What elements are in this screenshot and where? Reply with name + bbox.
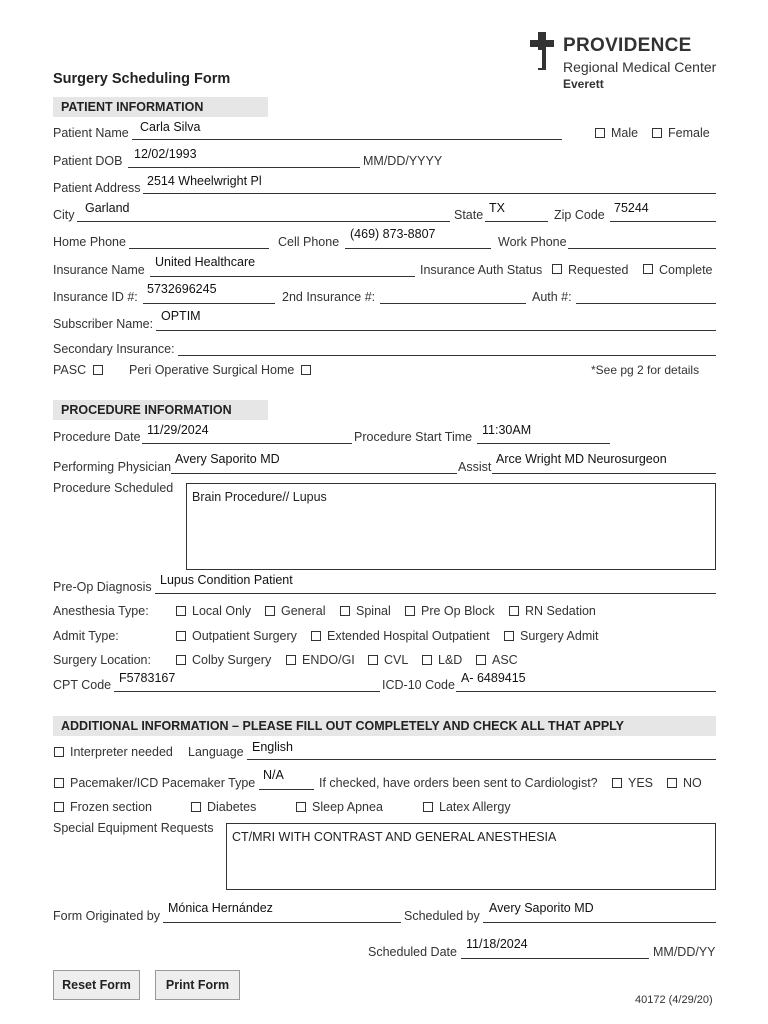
- diabetes-label: Diabetes: [207, 800, 257, 814]
- procedure-date-field[interactable]: [142, 443, 352, 444]
- location-colby-checkbox[interactable]: [176, 655, 186, 665]
- assist-field[interactable]: [492, 473, 716, 474]
- work-phone-field[interactable]: [568, 248, 716, 249]
- scheduled-by-field[interactable]: [483, 922, 716, 923]
- anesthesia-general-checkbox[interactable]: [265, 606, 275, 616]
- latex-allergy-checkbox[interactable]: [423, 802, 433, 812]
- auth-status-label: Insurance Auth Status: [420, 263, 543, 277]
- patient-address-field[interactable]: [143, 193, 716, 194]
- admit-surgery-admit-checkbox[interactable]: [504, 631, 514, 641]
- location-cvl-checkbox[interactable]: [368, 655, 378, 665]
- auth-number-label: Auth #:: [532, 290, 572, 304]
- procedure-start-label: Procedure Start Time: [354, 430, 473, 444]
- language-label: Language: [188, 745, 244, 759]
- insurance-id-value: 5732696245: [147, 282, 217, 296]
- home-phone-label: Home Phone: [53, 235, 126, 249]
- peri-operative-label: Peri Operative Surgical Home: [129, 363, 295, 377]
- patient-dob-label: Patient DOB: [53, 154, 123, 168]
- insurance-id-field[interactable]: [143, 303, 275, 304]
- subscriber-value: OPTIM: [161, 309, 201, 323]
- home-phone-field[interactable]: [129, 248, 269, 249]
- requested-label: Requested: [568, 263, 629, 277]
- location-ld-checkbox[interactable]: [422, 655, 432, 665]
- diabetes-checkbox[interactable]: [191, 802, 201, 812]
- icd-code-value: A- 6489415: [461, 671, 526, 685]
- preop-diagnosis-value: Lupus Condition Patient: [160, 573, 293, 587]
- anesthesia-label: Anesthesia Type:: [53, 604, 149, 618]
- location-ld-label: L&D: [438, 653, 463, 667]
- male-checkbox[interactable]: [595, 128, 605, 138]
- cross-icon: [528, 32, 556, 70]
- pacemaker-label: Pacemaker/ICD Pacemaker Type: [70, 776, 256, 790]
- logo-name: PROVIDENCE: [563, 35, 692, 56]
- anesthesia-local-label: Local Only: [192, 604, 252, 618]
- admit-outpatient-label: Outpatient Surgery: [192, 629, 297, 643]
- location-cvl-label: CVL: [384, 653, 409, 667]
- zip-field[interactable]: [610, 221, 716, 222]
- physician-label: Performing Physician: [53, 460, 172, 474]
- print-form-button[interactable]: Print Form: [155, 970, 240, 1000]
- city-field[interactable]: [77, 221, 450, 222]
- interpreter-checkbox[interactable]: [54, 747, 64, 757]
- cardiologist-yes-checkbox[interactable]: [612, 778, 622, 788]
- assist-label: Assist: [458, 460, 492, 474]
- cardiologist-question: If checked, have orders been sent to Cardiologist?: [319, 776, 598, 790]
- latex-allergy-label: Latex Allergy: [439, 800, 511, 814]
- patient-name-field[interactable]: [132, 139, 562, 140]
- work-phone-label: Work Phone: [498, 235, 567, 249]
- female-checkbox[interactable]: [652, 128, 662, 138]
- interpreter-label: Interpreter needed: [70, 745, 173, 759]
- insurance-id-label: Insurance ID #:: [53, 290, 138, 304]
- section-procedure-info: PROCEDURE INFORMATION: [53, 400, 268, 420]
- city-label: City: [53, 208, 75, 222]
- procedure-scheduled-textarea[interactable]: [186, 483, 716, 570]
- logo-subtitle: Regional Medical Center: [563, 59, 717, 75]
- insurance-name-label: Insurance Name: [53, 263, 145, 277]
- sleep-apnea-checkbox[interactable]: [296, 802, 306, 812]
- icd-code-field[interactable]: [456, 691, 716, 692]
- complete-label: Complete: [659, 263, 713, 277]
- insurance-name-value: United Healthcare: [155, 255, 256, 269]
- logo-city: Everett: [563, 77, 604, 91]
- auth-number-field[interactable]: [576, 303, 716, 304]
- pacemaker-type-value: N/A: [263, 768, 284, 782]
- providence-logo: [528, 32, 728, 94]
- special-equipment-label: Special Equipment Requests: [53, 821, 214, 835]
- dob-format-hint: MM/DD/YYYY: [363, 154, 443, 168]
- patient-dob-value: 12/02/1993: [134, 147, 197, 161]
- female-label: Female: [668, 126, 710, 140]
- procedure-scheduled-label: Procedure Scheduled: [53, 481, 174, 495]
- secondary-insurance-field[interactable]: [178, 355, 716, 356]
- cardiologist-no-label: NO: [683, 776, 702, 790]
- admit-surgery-admit-label: Surgery Admit: [520, 629, 599, 643]
- state-label: State: [454, 208, 484, 222]
- cpt-code-field[interactable]: [114, 691, 380, 692]
- location-asc-checkbox[interactable]: [476, 655, 486, 665]
- anesthesia-general-label: General: [281, 604, 326, 618]
- admit-extended-checkbox[interactable]: [311, 631, 321, 641]
- cpt-code-label: CPT Code: [53, 678, 112, 692]
- icd-code-label: ICD-10 Code: [382, 678, 455, 692]
- pasc-label: PASC: [53, 363, 87, 377]
- scheduled-by-value: Avery Saporito MD: [489, 901, 594, 915]
- preop-diagnosis-label: Pre-Op Diagnosis: [53, 580, 152, 594]
- form-originated-value: Mónica Hernández: [168, 901, 273, 915]
- form-title: Surgery Scheduling Form: [53, 71, 231, 87]
- insurance-name-field[interactable]: [150, 276, 415, 277]
- location-endo-checkbox[interactable]: [286, 655, 296, 665]
- admit-outpatient-checkbox[interactable]: [176, 631, 186, 641]
- scheduled-by-label: Scheduled by: [404, 909, 480, 923]
- anesthesia-rn-sedation-label: RN Sedation: [525, 604, 596, 618]
- procedure-date-value: 11/29/2024: [147, 423, 209, 437]
- admit-extended-label: Extended Hospital Outpatient: [327, 629, 490, 643]
- state-value: TX: [489, 201, 505, 215]
- procedure-start-field[interactable]: [477, 443, 610, 444]
- secondary-insurance-label: Secondary Insurance:: [53, 342, 175, 356]
- form-originated-label: Form Originated by: [53, 909, 160, 923]
- form-code: 40172 (4/29/20): [635, 994, 713, 1006]
- patient-dob-field[interactable]: [128, 167, 360, 168]
- pacemaker-checkbox[interactable]: [54, 778, 64, 788]
- patient-name-value: Carla Silva: [140, 120, 201, 134]
- cardiologist-no-checkbox[interactable]: [667, 778, 677, 788]
- anesthesia-spinal-label: Spinal: [356, 604, 391, 618]
- special-equipment-value: CT/MRI WITH CONTRAST AND GENERAL ANESTHESIA: [232, 830, 557, 844]
- language-field[interactable]: [247, 759, 716, 760]
- scheduled-date-field[interactable]: [461, 958, 649, 959]
- scheduled-date-label: Scheduled Date: [368, 945, 457, 959]
- requested-checkbox[interactable]: [552, 264, 562, 274]
- sleep-apnea-label: Sleep Apnea: [312, 800, 383, 814]
- second-insurance-label: 2nd Insurance #:: [282, 290, 376, 304]
- frozen-section-label: Frozen section: [70, 800, 152, 814]
- procedure-date-label: Procedure Date: [53, 430, 141, 444]
- special-equipment-textarea[interactable]: [226, 823, 716, 890]
- anesthesia-rn-sedation-checkbox[interactable]: [509, 606, 519, 616]
- complete-checkbox[interactable]: [643, 264, 653, 274]
- cell-phone-label: Cell Phone: [278, 235, 340, 249]
- cell-phone-field[interactable]: [345, 248, 491, 249]
- scheduled-date-format-hint: MM/DD/YY: [653, 945, 716, 959]
- location-asc-label: ASC: [492, 653, 518, 667]
- second-insurance-field[interactable]: [380, 303, 526, 304]
- state-field[interactable]: [485, 221, 548, 222]
- scheduled-date-value: 11/18/2024: [466, 937, 528, 951]
- subscriber-label: Subscriber Name:: [53, 317, 154, 331]
- city-value: Garland: [85, 201, 130, 215]
- preop-diagnosis-field[interactable]: [155, 593, 716, 594]
- cell-phone-value: (469) 873-8807: [350, 227, 436, 241]
- zip-label: Zip Code: [554, 208, 605, 222]
- male-label: Male: [611, 126, 639, 140]
- anesthesia-local-checkbox[interactable]: [176, 606, 186, 616]
- language-value: English: [252, 740, 293, 754]
- section-additional-info: ADDITIONAL INFORMATION – PLEASE FILL OUT COMPLETELY AND CHECK ALL THAT APPLY: [53, 716, 716, 736]
- cardiologist-yes-label: YES: [628, 776, 654, 790]
- patient-name-label: Patient Name: [53, 126, 129, 140]
- pacemaker-type-field[interactable]: [259, 789, 314, 790]
- pasc-checkbox[interactable]: [93, 365, 103, 375]
- assist-value: Arce Wright MD Neurosurgeon: [496, 452, 667, 466]
- location-colby-label: Colby Surgery: [192, 653, 272, 667]
- patient-address-label: Patient Address: [53, 181, 141, 195]
- zip-value: 75244: [614, 201, 649, 215]
- procedure-start-value: 11:30AM: [482, 423, 532, 437]
- patient-address-value: 2514 Wheelwright Pl: [147, 174, 262, 188]
- form-originated-field[interactable]: [163, 922, 401, 923]
- physician-value: Avery Saporito MD: [175, 452, 280, 466]
- anesthesia-spinal-checkbox[interactable]: [340, 606, 350, 616]
- frozen-section-checkbox[interactable]: [54, 802, 64, 812]
- physician-field[interactable]: [171, 473, 457, 474]
- reset-form-button[interactable]: Reset Form: [53, 970, 140, 1000]
- section-patient-info: PATIENT INFORMATION: [53, 97, 268, 117]
- admit-type-label: Admit Type:: [53, 629, 119, 643]
- see-page-2-note: *See pg 2 for details: [591, 363, 700, 377]
- anesthesia-preop-block-checkbox[interactable]: [405, 606, 415, 616]
- anesthesia-preop-block-label: Pre Op Block: [421, 604, 495, 618]
- subscriber-field[interactable]: [156, 330, 716, 331]
- procedure-scheduled-value: Brain Procedure// Lupus: [192, 490, 327, 504]
- peri-operative-checkbox[interactable]: [301, 365, 311, 375]
- cpt-code-value: F5783167: [119, 671, 176, 685]
- location-endo-label: ENDO/GI: [302, 653, 355, 667]
- surgery-location-label: Surgery Location:: [53, 653, 151, 667]
